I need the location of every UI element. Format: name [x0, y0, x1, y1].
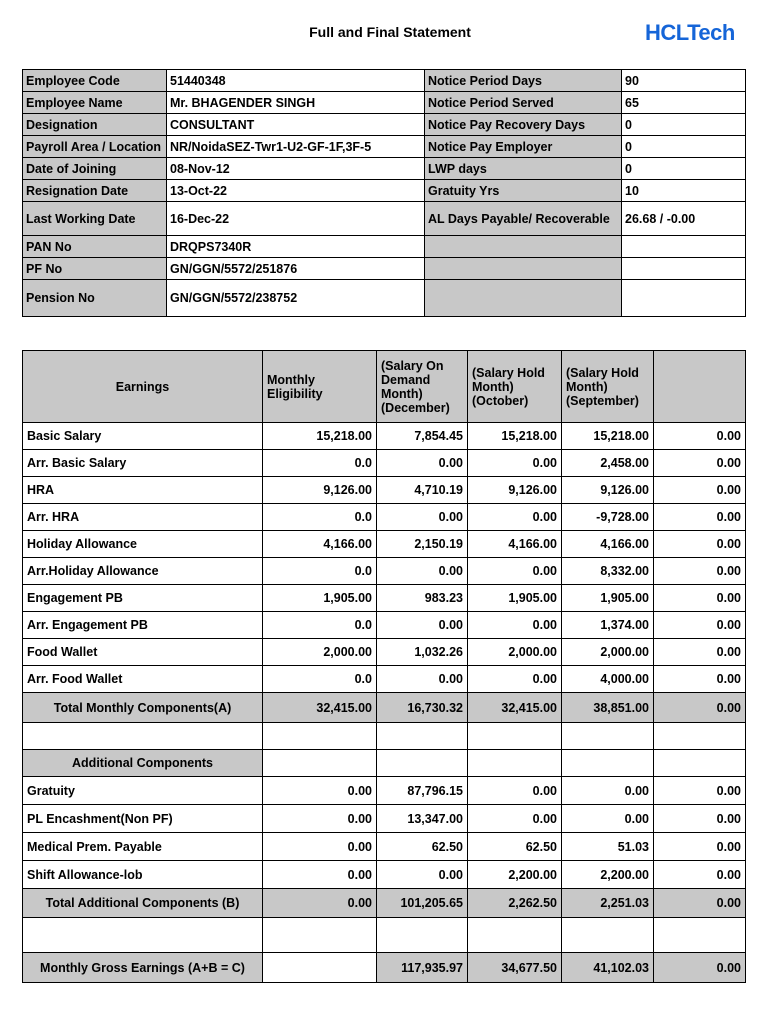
- amount-cell: 0.00: [377, 612, 468, 639]
- row-label: Earnings: [23, 351, 263, 423]
- amount-cell: (Salary Hold Month) (September): [562, 351, 654, 423]
- amount-cell: 0.00: [654, 585, 746, 612]
- earning-row: [23, 833, 746, 861]
- amount-cell: 15,218.00: [468, 423, 562, 450]
- amount-cell: 0.00: [468, 805, 562, 833]
- amount-cell: 0.00: [468, 612, 562, 639]
- info-row: [23, 280, 746, 317]
- amount-cell: 13,347.00: [377, 805, 468, 833]
- info-label: Pension No: [23, 280, 167, 317]
- row-label: Engagement PB: [23, 585, 263, 612]
- earning-row: [23, 504, 746, 531]
- header-row: [23, 351, 746, 423]
- amount-cell: 0.00: [654, 805, 746, 833]
- info-value: Mr. BHAGENDER SINGH: [167, 92, 425, 114]
- amount-cell: (Salary Hold Month) (October): [468, 351, 562, 423]
- amount-cell: 2,150.19: [377, 531, 468, 558]
- info-label: Payroll Area / Location: [23, 136, 167, 158]
- row-label: Food Wallet: [23, 639, 263, 666]
- info-value: 0: [622, 158, 746, 180]
- amount-cell: 15,218.00: [562, 423, 654, 450]
- amount-cell: 2,262.50: [468, 889, 562, 918]
- row-label: Arr. Food Wallet: [23, 666, 263, 693]
- info-value: 13-Oct-22: [167, 180, 425, 202]
- info-value: 16-Dec-22: [167, 202, 425, 236]
- amount-cell: 0.00: [562, 805, 654, 833]
- amount-cell: 0.00: [377, 504, 468, 531]
- info-value: 51440348: [167, 70, 425, 92]
- amount-cell: 0.00: [263, 805, 377, 833]
- info-row: [23, 258, 746, 280]
- info-label: Notice Period Served: [425, 92, 622, 114]
- amount-cell: 9,126.00: [263, 477, 377, 504]
- amount-cell: 0.00: [263, 777, 377, 805]
- amount-cell: 32,415.00: [468, 693, 562, 723]
- amount-cell: 0.00: [654, 531, 746, 558]
- info-label: Notice Period Days: [425, 70, 622, 92]
- amount-cell: 0.00: [654, 833, 746, 861]
- amount-cell: 1,032.26: [377, 639, 468, 666]
- info-value: GN/GGN/5572/238752: [167, 280, 425, 317]
- amount-cell: 0.00: [654, 666, 746, 693]
- info-value: [622, 236, 746, 258]
- total-row: [23, 693, 746, 723]
- amount-cell: 0.00: [654, 612, 746, 639]
- info-value: 65: [622, 92, 746, 114]
- amount-cell: 0.00: [468, 777, 562, 805]
- amount-cell: 0.00: [654, 423, 746, 450]
- employee-info-table: [22, 69, 746, 317]
- info-label: Notice Pay Employer: [425, 136, 622, 158]
- amount-cell: 0.00: [654, 693, 746, 723]
- earning-row: [23, 639, 746, 666]
- info-value: 90: [622, 70, 746, 92]
- info-value: 0: [622, 114, 746, 136]
- amount-cell: 0.00: [654, 450, 746, 477]
- company-logo: HCLTech: [645, 20, 735, 45]
- amount-cell: 2,458.00: [562, 450, 654, 477]
- amount-cell: 1,374.00: [562, 612, 654, 639]
- earning-row: [23, 777, 746, 805]
- info-value: NR/NoidaSEZ-Twr1-U2-GF-1F,3F-5: [167, 136, 425, 158]
- earning-row: [23, 666, 746, 693]
- amount-cell: 51.03: [562, 833, 654, 861]
- earning-row: [23, 612, 746, 639]
- info-label: Gratuity Yrs: [425, 180, 622, 202]
- info-label: PF No: [23, 258, 167, 280]
- amount-cell: 4,166.00: [562, 531, 654, 558]
- info-value: [622, 258, 746, 280]
- info-label: LWP days: [425, 158, 622, 180]
- amount-cell: [654, 351, 746, 423]
- amount-cell: 2,000.00: [468, 639, 562, 666]
- amount-cell: [263, 953, 377, 983]
- row-label: Total Additional Components (B): [23, 889, 263, 918]
- earning-row: [23, 450, 746, 477]
- row-label: Gratuity: [23, 777, 263, 805]
- earnings-table: [22, 350, 746, 983]
- page-title: Full and Final Statement: [309, 24, 471, 40]
- amount-cell: 117,935.97: [377, 953, 468, 983]
- info-value: 26.68 / -0.00: [622, 202, 746, 236]
- amount-cell: 0.00: [263, 833, 377, 861]
- amount-cell: 8,332.00: [562, 558, 654, 585]
- amount-cell: 0.00: [468, 504, 562, 531]
- amount-cell: 0.00: [377, 558, 468, 585]
- amount-cell: 1,905.00: [468, 585, 562, 612]
- amount-cell: 0.00: [377, 666, 468, 693]
- info-row: [23, 158, 746, 180]
- amount-cell: 16,730.32: [377, 693, 468, 723]
- info-label: AL Days Payable/ Recoverable: [425, 202, 622, 236]
- amount-cell: 0.00: [468, 666, 562, 693]
- amount-cell: 34,677.50: [468, 953, 562, 983]
- info-row: [23, 70, 746, 92]
- info-label: [425, 236, 622, 258]
- info-value: 10: [622, 180, 746, 202]
- info-row: [23, 114, 746, 136]
- amount-cell: 0.00: [263, 861, 377, 889]
- amount-cell: 7,854.45: [377, 423, 468, 450]
- amount-cell: 9,126.00: [562, 477, 654, 504]
- info-value: DRQPS7340R: [167, 236, 425, 258]
- info-label: Designation: [23, 114, 167, 136]
- amount-cell: 0.0: [263, 450, 377, 477]
- amount-cell: 2,000.00: [263, 639, 377, 666]
- amount-cell: 1,905.00: [562, 585, 654, 612]
- row-label: Basic Salary: [23, 423, 263, 450]
- amount-cell: 4,710.19: [377, 477, 468, 504]
- amount-cell: 62.50: [377, 833, 468, 861]
- spacer-row: [23, 723, 746, 750]
- amount-cell: Monthly Eligibility: [263, 351, 377, 423]
- amount-cell: 0.0: [263, 612, 377, 639]
- amount-cell: 9,126.00: [468, 477, 562, 504]
- amount-cell: 2,000.00: [562, 639, 654, 666]
- earning-row: [23, 861, 746, 889]
- info-label: [425, 280, 622, 317]
- info-label: [425, 258, 622, 280]
- row-label: Arr. HRA: [23, 504, 263, 531]
- info-value: [622, 280, 746, 317]
- amount-cell: 4,166.00: [468, 531, 562, 558]
- earning-row: [23, 423, 746, 450]
- amount-cell: 0.0: [263, 666, 377, 693]
- row-label: PL Encashment(Non PF): [23, 805, 263, 833]
- info-value: 0: [622, 136, 746, 158]
- amount-cell: 4,000.00: [562, 666, 654, 693]
- additional-components-row: [23, 750, 746, 777]
- earning-row: [23, 477, 746, 504]
- amount-cell: 41,102.03: [562, 953, 654, 983]
- info-value: 08-Nov-12: [167, 158, 425, 180]
- amount-cell: 101,205.65: [377, 889, 468, 918]
- info-label: PAN No: [23, 236, 167, 258]
- row-label: Total Monthly Components(A): [23, 693, 263, 723]
- amount-cell: 2,200.00: [562, 861, 654, 889]
- total-row: [23, 889, 746, 918]
- amount-cell: 0.00: [654, 953, 746, 983]
- info-row: [23, 92, 746, 114]
- info-label: Employee Name: [23, 92, 167, 114]
- info-label: Resignation Date: [23, 180, 167, 202]
- row-label: Monthly Gross Earnings (A+B = C): [23, 953, 263, 983]
- info-value: CONSULTANT: [167, 114, 425, 136]
- amount-cell: 4,166.00: [263, 531, 377, 558]
- row-label: Arr. Basic Salary: [23, 450, 263, 477]
- amount-cell: 2,200.00: [468, 861, 562, 889]
- info-row: [23, 202, 746, 236]
- amount-cell: 0.00: [654, 861, 746, 889]
- row-label: Arr.Holiday Allowance: [23, 558, 263, 585]
- earning-row: [23, 585, 746, 612]
- amount-cell: 0.0: [263, 504, 377, 531]
- section-label: Additional Components: [23, 750, 263, 777]
- row-label: Arr. Engagement PB: [23, 612, 263, 639]
- amount-cell: 0.00: [468, 558, 562, 585]
- amount-cell: 15,218.00: [263, 423, 377, 450]
- amount-cell: 0.00: [654, 777, 746, 805]
- amount-cell: -9,728.00: [562, 504, 654, 531]
- amount-cell: 0.00: [377, 861, 468, 889]
- amount-cell: 0.00: [377, 450, 468, 477]
- amount-cell: 983.23: [377, 585, 468, 612]
- info-row: [23, 136, 746, 158]
- amount-cell: 38,851.00: [562, 693, 654, 723]
- row-label: Holiday Allowance: [23, 531, 263, 558]
- amount-cell: 62.50: [468, 833, 562, 861]
- amount-cell: 0.00: [468, 450, 562, 477]
- amount-cell: 2,251.03: [562, 889, 654, 918]
- info-label: Date of Joining: [23, 158, 167, 180]
- amount-cell: 0.00: [654, 558, 746, 585]
- info-label: Last Working Date: [23, 202, 167, 236]
- earning-row: [23, 558, 746, 585]
- spacer-row: [23, 918, 746, 953]
- info-label: Employee Code: [23, 70, 167, 92]
- row-label: Medical Prem. Payable: [23, 833, 263, 861]
- amount-cell: 0.00: [654, 889, 746, 918]
- amount-cell: 0.00: [654, 477, 746, 504]
- gross-row: [23, 953, 746, 983]
- info-row: [23, 180, 746, 202]
- info-label: Notice Pay Recovery Days: [425, 114, 622, 136]
- amount-cell: 32,415.00: [263, 693, 377, 723]
- amount-cell: 0.00: [263, 889, 377, 918]
- amount-cell: 0.0: [263, 558, 377, 585]
- amount-cell: 0.00: [654, 639, 746, 666]
- row-label: Shift Allowance-lob: [23, 861, 263, 889]
- row-label: HRA: [23, 477, 263, 504]
- earning-row: [23, 531, 746, 558]
- info-row: [23, 236, 746, 258]
- amount-cell: 1,905.00: [263, 585, 377, 612]
- amount-cell: (Salary On Demand Month) (December): [377, 351, 468, 423]
- amount-cell: 87,796.15: [377, 777, 468, 805]
- info-value: GN/GGN/5572/251876: [167, 258, 425, 280]
- earning-row: [23, 805, 746, 833]
- amount-cell: 0.00: [654, 504, 746, 531]
- amount-cell: 0.00: [562, 777, 654, 805]
